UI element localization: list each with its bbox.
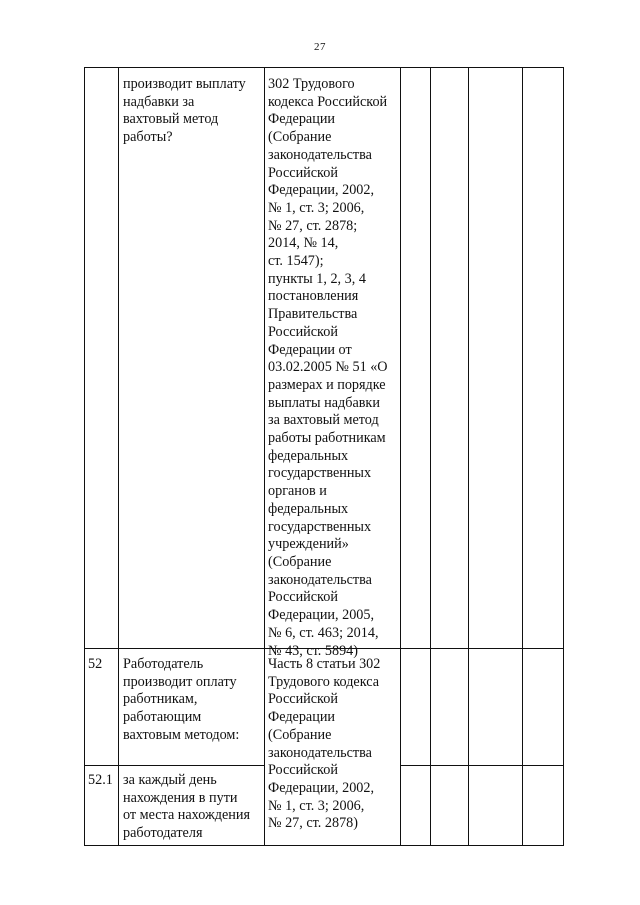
column-divider: [522, 67, 523, 846]
column-divider: [264, 67, 265, 846]
question-text: Работодатель производит оплату работникам, работающим вахтовым методом:: [123, 656, 240, 743]
table-bottom-border: [84, 845, 564, 846]
question-text: производит выплату надбавки за вахтовый метод работы?: [123, 76, 246, 146]
table-top-border: [84, 67, 564, 68]
column-divider: [563, 67, 564, 846]
column-divider: [468, 67, 469, 846]
legal-reference: Часть 8 статьи 302 Трудового кодекса Российской Федерации (Собрание законодательства Российской Федерации, 2002, № 1, ст. 3; 2006, № 27, ст. 2878): [268, 656, 381, 832]
column-divider: [118, 67, 119, 846]
legal-reference: 302 Трудового кодекса Российской Федерации (Собрание законодательства Российской Федерации, 2002, № 1, ст. 3; 2006, № 27, ст. 2878; 2014, № 14, ст. 1547); пункты 1, 2, 3, 4 постановления Правительства Российской Федерации от 03.02.2005 № 51 «О размерах и порядке выплаты надбавки за вахтовый метод работы работникам федеральных государственных органов и федеральных государственных учреждений» (Собрание законодательства Российской Федерации, 2005, № 6, ст. 463; 2014, № 43, ст. 5894): [268, 76, 388, 659]
page-number: 27: [314, 41, 326, 53]
row-divider: [84, 765, 265, 766]
row-divider: [401, 765, 564, 766]
row-number: 52.1: [88, 772, 113, 788]
row-number: 52: [88, 656, 103, 672]
column-divider: [430, 67, 431, 846]
question-text: за каждый день нахождения в пути от места нахождения работодателя: [123, 772, 251, 842]
column-divider: [84, 67, 85, 846]
